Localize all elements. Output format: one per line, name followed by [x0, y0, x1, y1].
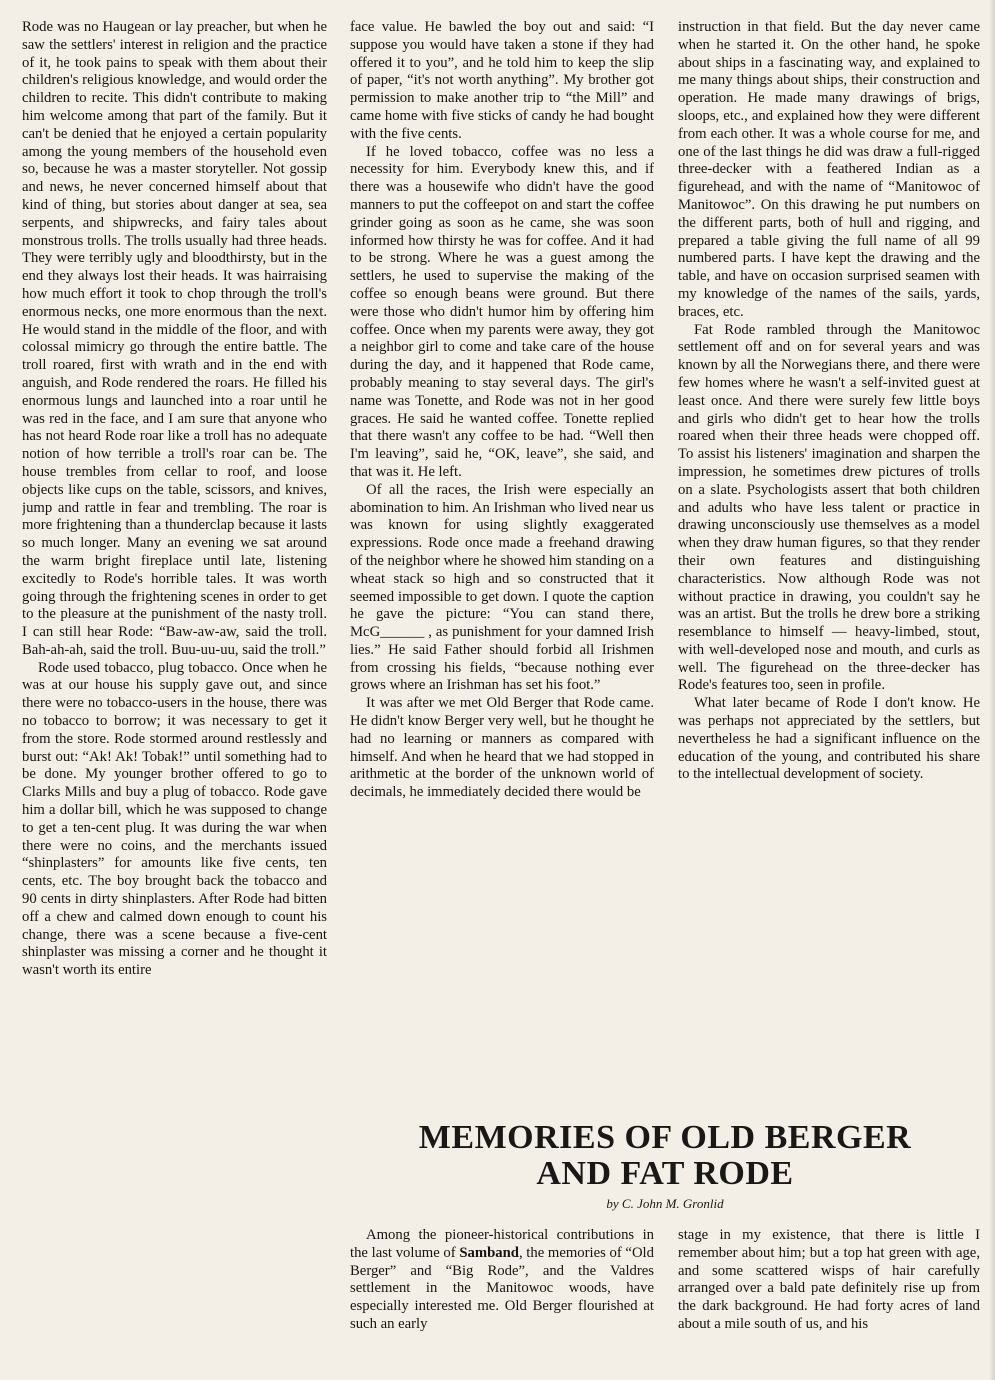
byline: by C. John M. Gronlid	[606, 1196, 724, 1211]
paragraph: If he loved tobacco, coffee was no less a necessity for him. Everybody knew this, and if there was a housewife who didn't have the good manners to put the coffeepot on and start the coffee grinder going as soon as he came, she was soon informed how thirsty he was for coffee. And it had to be strong. Where he was a guest among the settlers, he used to supervise the making of the coffee so enough beans were ground. But there were those who didn't humor him by offering him coffee. Once when my parents were away, they got a neighbor girl to come and take care of the house during the day, and it happened that Rode came, probably meaning to stay several days. The girl's name was Tonette, and Rode was not in her good graces. He said he wanted coffee. Tonette replied that there wasn't any coffee to be had. “Well then I'm leaving”, said he, “OK, leave”, she said, and that was it. He left.	[350, 143, 654, 480]
paragraph: Of all the races, the Irish were especially an abomination to him. An Irishman who lived near us was known for using slightly exaggerated expressions. Rode once made a freehand drawing of the neighbor where he showed him standing on a wheat stack so high and so constructed that it seemed impossible to get down. I quote the caption he gave the picture: “You can stand there, McG______ , as punishment for your damned Irish lies.” He said Father should forbid all Irishmen from crossing his fields, “because nothing ever grows where an Irishman has set his foot.”	[350, 481, 654, 694]
text-column-1	[22, 19, 327, 1374]
text-column-5	[678, 1227, 980, 1377]
paragraph: face value. He bawled the boy out and said: “I suppose you would have taken a stone if they had offered it to you”, and he told him to keep the slip of paper, “it's not worth anything”. My brother got permission to make another trip to “the Mill” and came home with five sticks of candy he had bought with the five cents.	[350, 19, 654, 142]
paragraph	[350, 1227, 654, 1334]
text-column-4	[350, 1227, 654, 1377]
paragraph: What later became of Rode I don't know. He was perhaps not appreciated by the settlers, but nevertheless he had a significant influence on the education of the young, and contributed his share to the intellectual development of society.	[678, 695, 980, 783]
text-column-3	[678, 19, 980, 1049]
paragraph: instruction in that field. But the day never came when he started it. On the other hand, he spoke about ships in a fascinating way, and explained to me many things about ships, their construction and operation. He made many drawings of brigs, sloops, etc., and explained how they were different from each other. It was a whole course for me, and one of the last things he did was draw a full-rigged three-decker with a feathered Indian as a figurehead, and with the name of “Manitowoc of Manitowoc”. On this drawing he put numbers on the different parts, both of hull and rigging, and prepared a table giving the full name of all 99 numbered parts. I have kept the drawing and the table, and have on occasion surprised seamen with my knowledge of the names of the sails, yards, braces, etc.	[678, 19, 980, 320]
publication-title: Samband	[459, 1244, 519, 1261]
headline-line-2: AND FAT RODE	[536, 1155, 794, 1192]
paragraph: stage in my existence, that there is little I remember about him; but a top hat green with age, and some scattered wisps of hair carefully arranged over a bald pate definitely rise up from the dark background. He had forty acres of land about a mile south of us, and his	[678, 1227, 980, 1332]
paragraph-text: , the memories of “Old Berger” and “Big Rode”, and the Valdres settlement in the Manitowoc woods, have especially interested me. Old Berger flourished at such an early	[350, 1244, 654, 1332]
paragraph: It was after we met Old Berger that Rode came. He didn't know Berger very well, but he thought he had no learning or manners as compared with himself. And when he heard that we had stopped in arithmetic at the border of the unknown world of decimals, he immediately decided there would be	[350, 695, 654, 801]
article-headline	[350, 1120, 980, 1192]
paragraph-text: Among the pioneer-historical contributions in the last volume of	[350, 1227, 654, 1261]
page-edge-shadow	[989, 0, 995, 1380]
headline-line-1: MEMORIES OF OLD BERGER	[418, 1119, 912, 1156]
paragraph: Rode was no Haugean or lay preacher, but when he saw the settlers' interest in religion and the practice of it, he took pains to speak with them about their children's religious knowledge, and would order the children to recite. This didn't contribute to making him welcome among that part of the family. But it can't be denied that he enjoyed a certain popularity among the young members of the household even so, because he was a master storyteller. Not gossip and news, he never concerned himself about that kind of thing, but stories about danger at sea, sea serpents, and shipwrecks, and fairy tales about monstrous trolls. The trolls usually had three heads. They were terribly ugly and bloodthirsty, but in the end they always lost their heads. It was hairraising how much effort it took to chop through the troll's enormous necks, one more enormous than the next. He would stand in the middle of the floor, and with colossal mimicry go through the entire battle. The troll roared, first with wrath and in the end with anguish, and Rode rendered the roars. He filled his enormous lungs and launched into a roar until he was red in the face, and I am sure that anyone who has not heard Rode roar like a troll has no adequate notion of how terrible a troll's roar can be. The house trembles from cellar to roof, and loose objects like cups on the table, scissors, and knives, jump and rattle in fear and trembling. The roar is more frightening than a thunderclap because it lasts so much longer. Many an evening we sat around the warm bright fireplace until late, listening excitedly to Rode's horrible tales. It was worth going through the frightening scenes in order to get to the pleasure at the punishment of the nasty troll. I can still hear Rode: “Baw-aw-aw, said the troll. Bah-ah-ah, said the troll. Buu-uu-uu, said the troll.”	[22, 19, 327, 658]
paragraph: Fat Rode rambled through the Manitowoc settlement off and on for several years and was known by all the Norwegians there, and there were few homes where he wasn't a self-invited guest at least once. And there were surely few little boys and girls who didn't get to hear how the trolls roared when their three heads were chopped off. To assist his listeners' imagination and sharpen the impression, he sometimes drew pictures of trolls on a slate. Psychologists assert that both children and adults who have less talent or practice in drawing unconsciously use themselves as a model when they draw human figures, so that they render their own features and distinguishing characteristics. Now although Rode was not without practice in drawing, you couldn't say he was an artist. But the trolls he drew bore a striking resemblance to himself — heavy-limbed, stout, with well-developed nose and mouth, and curls as well. The figurehead on the three-decker has Rode's features too, seen in profile.	[678, 321, 980, 694]
text-column-2	[350, 19, 654, 1064]
paragraph: Rode used tobacco, plug tobacco. Once when he was at our house his supply gave out, and since there were no tobacco-users in the house, there was no tobacco to borrow; it was necessary to get it from the store. Rode stormed around restlessly and burst out: “Ak! Ak! Tobak!” until something had to be done. My younger brother offered to go to Clarks Mills and buy a plug of tobacco. Rode gave him a dollar bill, which he was supposed to change to get a ten-cent plug. It was during the war when there were no coins, and the merchants issued “shinplasters” for amounts like five cents, ten cents, etc. The boy brought back the tobacco and 90 cents in dirty shinplasters. After Rode had bitten off a chew and calmed down enough to count his change, there was a scene because a five-cent shinplaster was missing a corner and he thought it wasn't worth its entire	[22, 659, 327, 979]
